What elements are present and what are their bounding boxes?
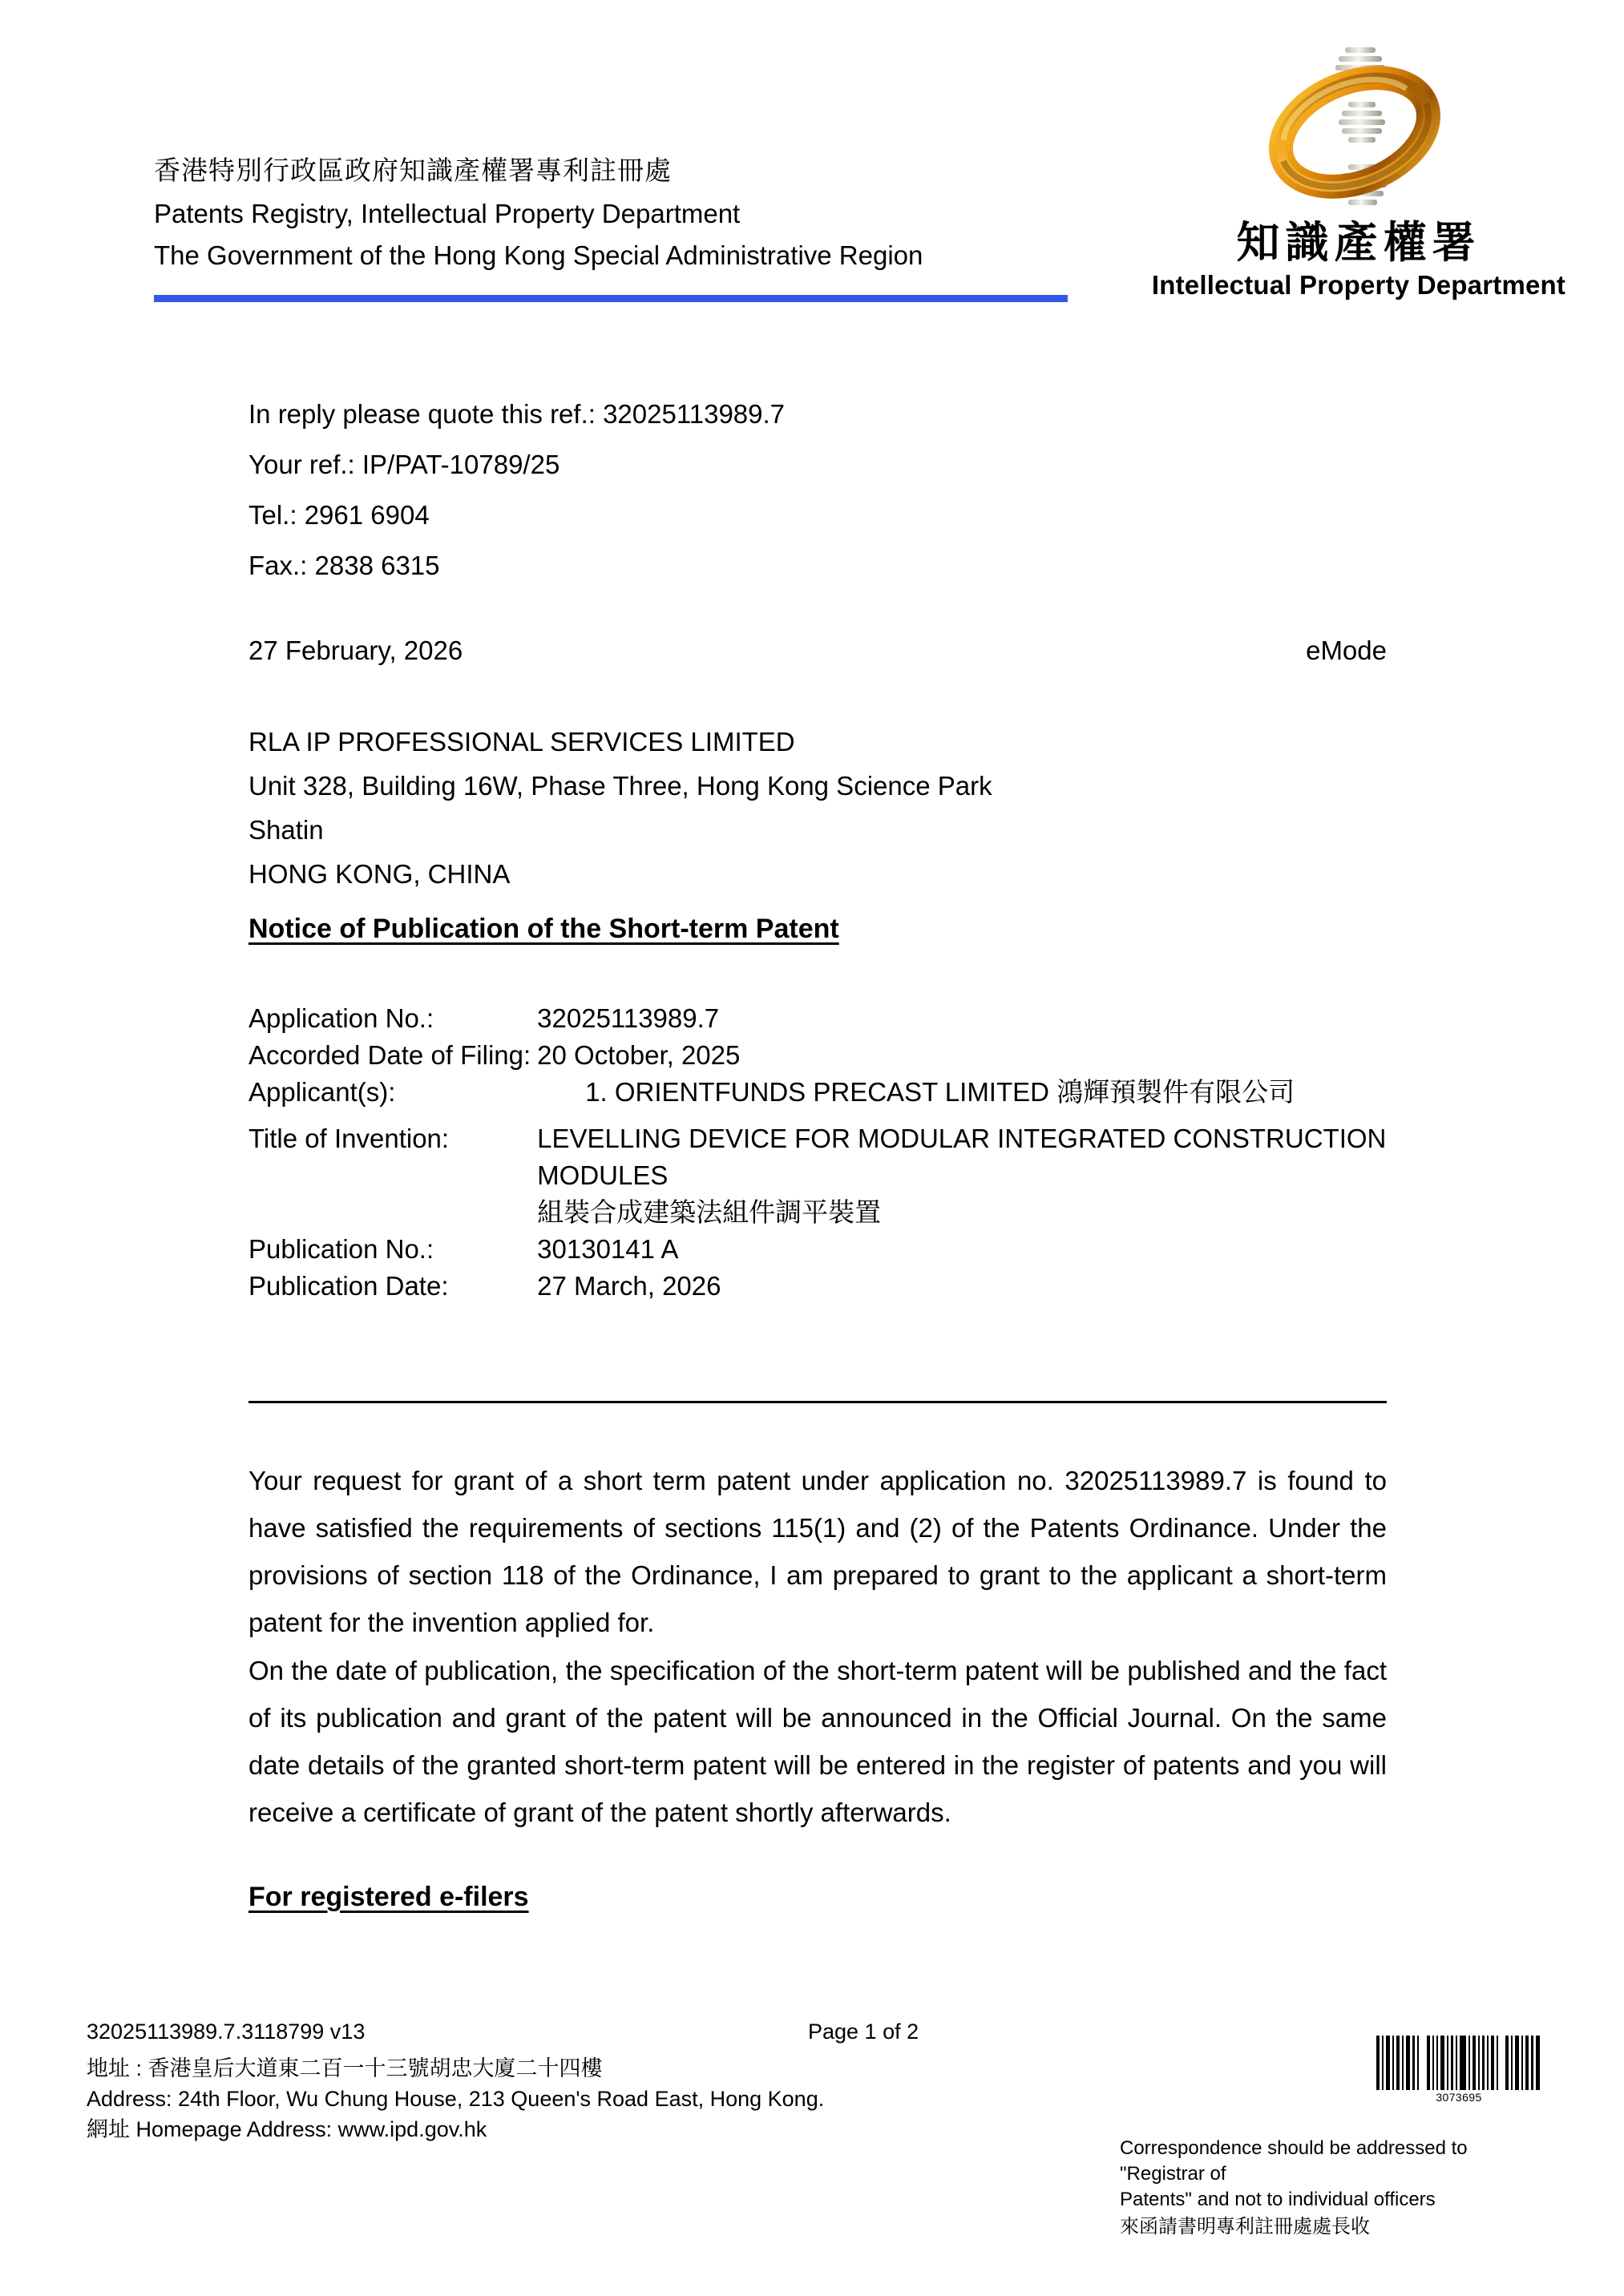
telephone: Tel.: 2961 6904 (248, 500, 430, 530)
government-name-english: The Government of the Hong Kong Special Administrative Region (154, 240, 923, 270)
correspondence-line-2: Patents" and not to individual officers (1120, 2189, 1436, 2210)
title-label: Title of Invention: (248, 1124, 450, 1153)
table-spacer-row (248, 1111, 1387, 1120)
footer-document-reference: 32025113989.7.3118799 v13 (87, 2020, 366, 2044)
table-row (248, 1037, 1387, 1074)
notice-title: Notice of Publication of the Short-term Patent (248, 914, 839, 944)
body-paragraph-2: On the date of publication, the specification of the short-term patent will be published and the fact of its publication and grant of the patent will be announced in the Official Journal. On the same date details of the granted short-term patent will be entered in the register of patents and you will receive a certificate of grant of the patent shortly afterwards. (248, 1656, 1387, 1827)
registry-name-english: Patents Registry, Intellectual Property Department (154, 199, 741, 228)
filing-date-label: Accorded Date of Filing: (248, 1040, 531, 1070)
addressee-block (248, 720, 1387, 896)
footer-address-english: Address: 24th Floor, Wu Chung House, 213 Queen's Road East, Hong Kong. (87, 2087, 825, 2111)
addressee-country: HONG KONG, CHINA (248, 859, 511, 889)
applicant-label: Applicant(s): (248, 1077, 396, 1107)
spacer-cell (537, 1111, 1387, 1120)
delivery-mode-label: eMode (1306, 636, 1387, 665)
table-row (248, 1120, 1387, 1231)
filing-date-value: 20 October, 2025 (537, 1040, 741, 1070)
spacer-cell (248, 1111, 537, 1120)
our-reference: In reply please quote this ref.: 32025113989.7 (248, 399, 786, 429)
publication-no-value: 30130141 A (537, 1234, 679, 1264)
title-english: LEVELLING DEVICE FOR MODULAR INTEGRATED CONSTRUCTION MODULES (537, 1124, 1387, 1190)
publication-date-value: 27 March, 2026 (537, 1271, 721, 1301)
ipd-logo-name-english: Intellectual Property Department (1151, 270, 1566, 300)
applicant-list (537, 1074, 1387, 1111)
registry-heading (154, 148, 1100, 276)
footer-left-column (87, 2020, 968, 2145)
ipd-logo (1118, 44, 1599, 300)
applicant-value (537, 1074, 1387, 1111)
correspondence-note (1120, 2136, 1557, 2242)
footer-top-row (87, 2020, 919, 2053)
header-blue-divider (154, 295, 1068, 302)
application-no-label: Application No.: (248, 1003, 434, 1033)
ipd-logo-name-chinese: 知識產權署 (1236, 219, 1481, 267)
your-reference: Your ref.: IP/PAT-10789/25 (248, 450, 560, 479)
body-paragraph-1: Your request for grant of a short term patent under application no. 32025113989.7 is found to have satisfied the requirements of sections 115(1) and (2) of the Patents Ordinance. Under the provisions of section 118 of the Ordinance, I am prepared to grant to the applicant a short-term patent for the invention applied for. (248, 1466, 1387, 1637)
correspondence-chinese: 來函請書明專利註冊處處長收 (1120, 2216, 1370, 2237)
ipd-ring-logo-icon (1258, 44, 1451, 220)
efiler-heading: For registered e-filers (248, 1882, 529, 1912)
table-row (248, 1074, 1387, 1111)
addressee-name: RLA IP PROFESSIONAL SERVICES LIMITED (248, 727, 795, 757)
addressee-street: Unit 328, Building 16W, Phase Three, Hong Kong Science Park (248, 771, 992, 801)
footer-address-chinese: 地址 : 香港皇后大道東二百一十三號胡忠大廈二十四樓 (87, 2056, 603, 2080)
page-footer (0, 2020, 1624, 2296)
patent-details-table (248, 1000, 1387, 1305)
section-divider (248, 1401, 1387, 1403)
title-chinese: 組裝合成建築法組件調平裝置 (537, 1197, 882, 1227)
page-header (0, 0, 1624, 321)
publication-date-label: Publication Date: (248, 1271, 449, 1301)
reference-block (248, 389, 1387, 591)
table-row (248, 1268, 1387, 1305)
publication-no-label: Publication No.: (248, 1234, 434, 1264)
title-value (537, 1120, 1387, 1231)
letter-date: 27 February, 2026 (248, 636, 463, 665)
registry-name-chinese: 香港特別行政區政府知識產權署專利註冊處 (154, 155, 672, 185)
table-row (248, 1231, 1387, 1268)
barcode-number: 3073695 (1436, 2091, 1482, 2104)
barcode-block (1375, 2036, 1543, 2104)
footer-homepage: 網址 Homepage Address: www.ipd.gov.hk (87, 2117, 487, 2141)
fax: Fax.: 2838 6315 (248, 551, 440, 580)
correspondence-line-1: Correspondence should be addressed to "Registrar of (1120, 2137, 1468, 2185)
barcode-icon (1375, 2036, 1543, 2090)
application-no-value: 32025113989.7 (537, 1003, 720, 1033)
date-row (248, 636, 1387, 671)
list-item: 1. ORIENTFUNDS PRECAST LIMITED 鴻輝預製件有限公司 (585, 1077, 1295, 1107)
page-number: Page 1 of 2 (808, 2020, 919, 2044)
table-row (248, 1000, 1387, 1037)
addressee-district: Shatin (248, 815, 324, 845)
